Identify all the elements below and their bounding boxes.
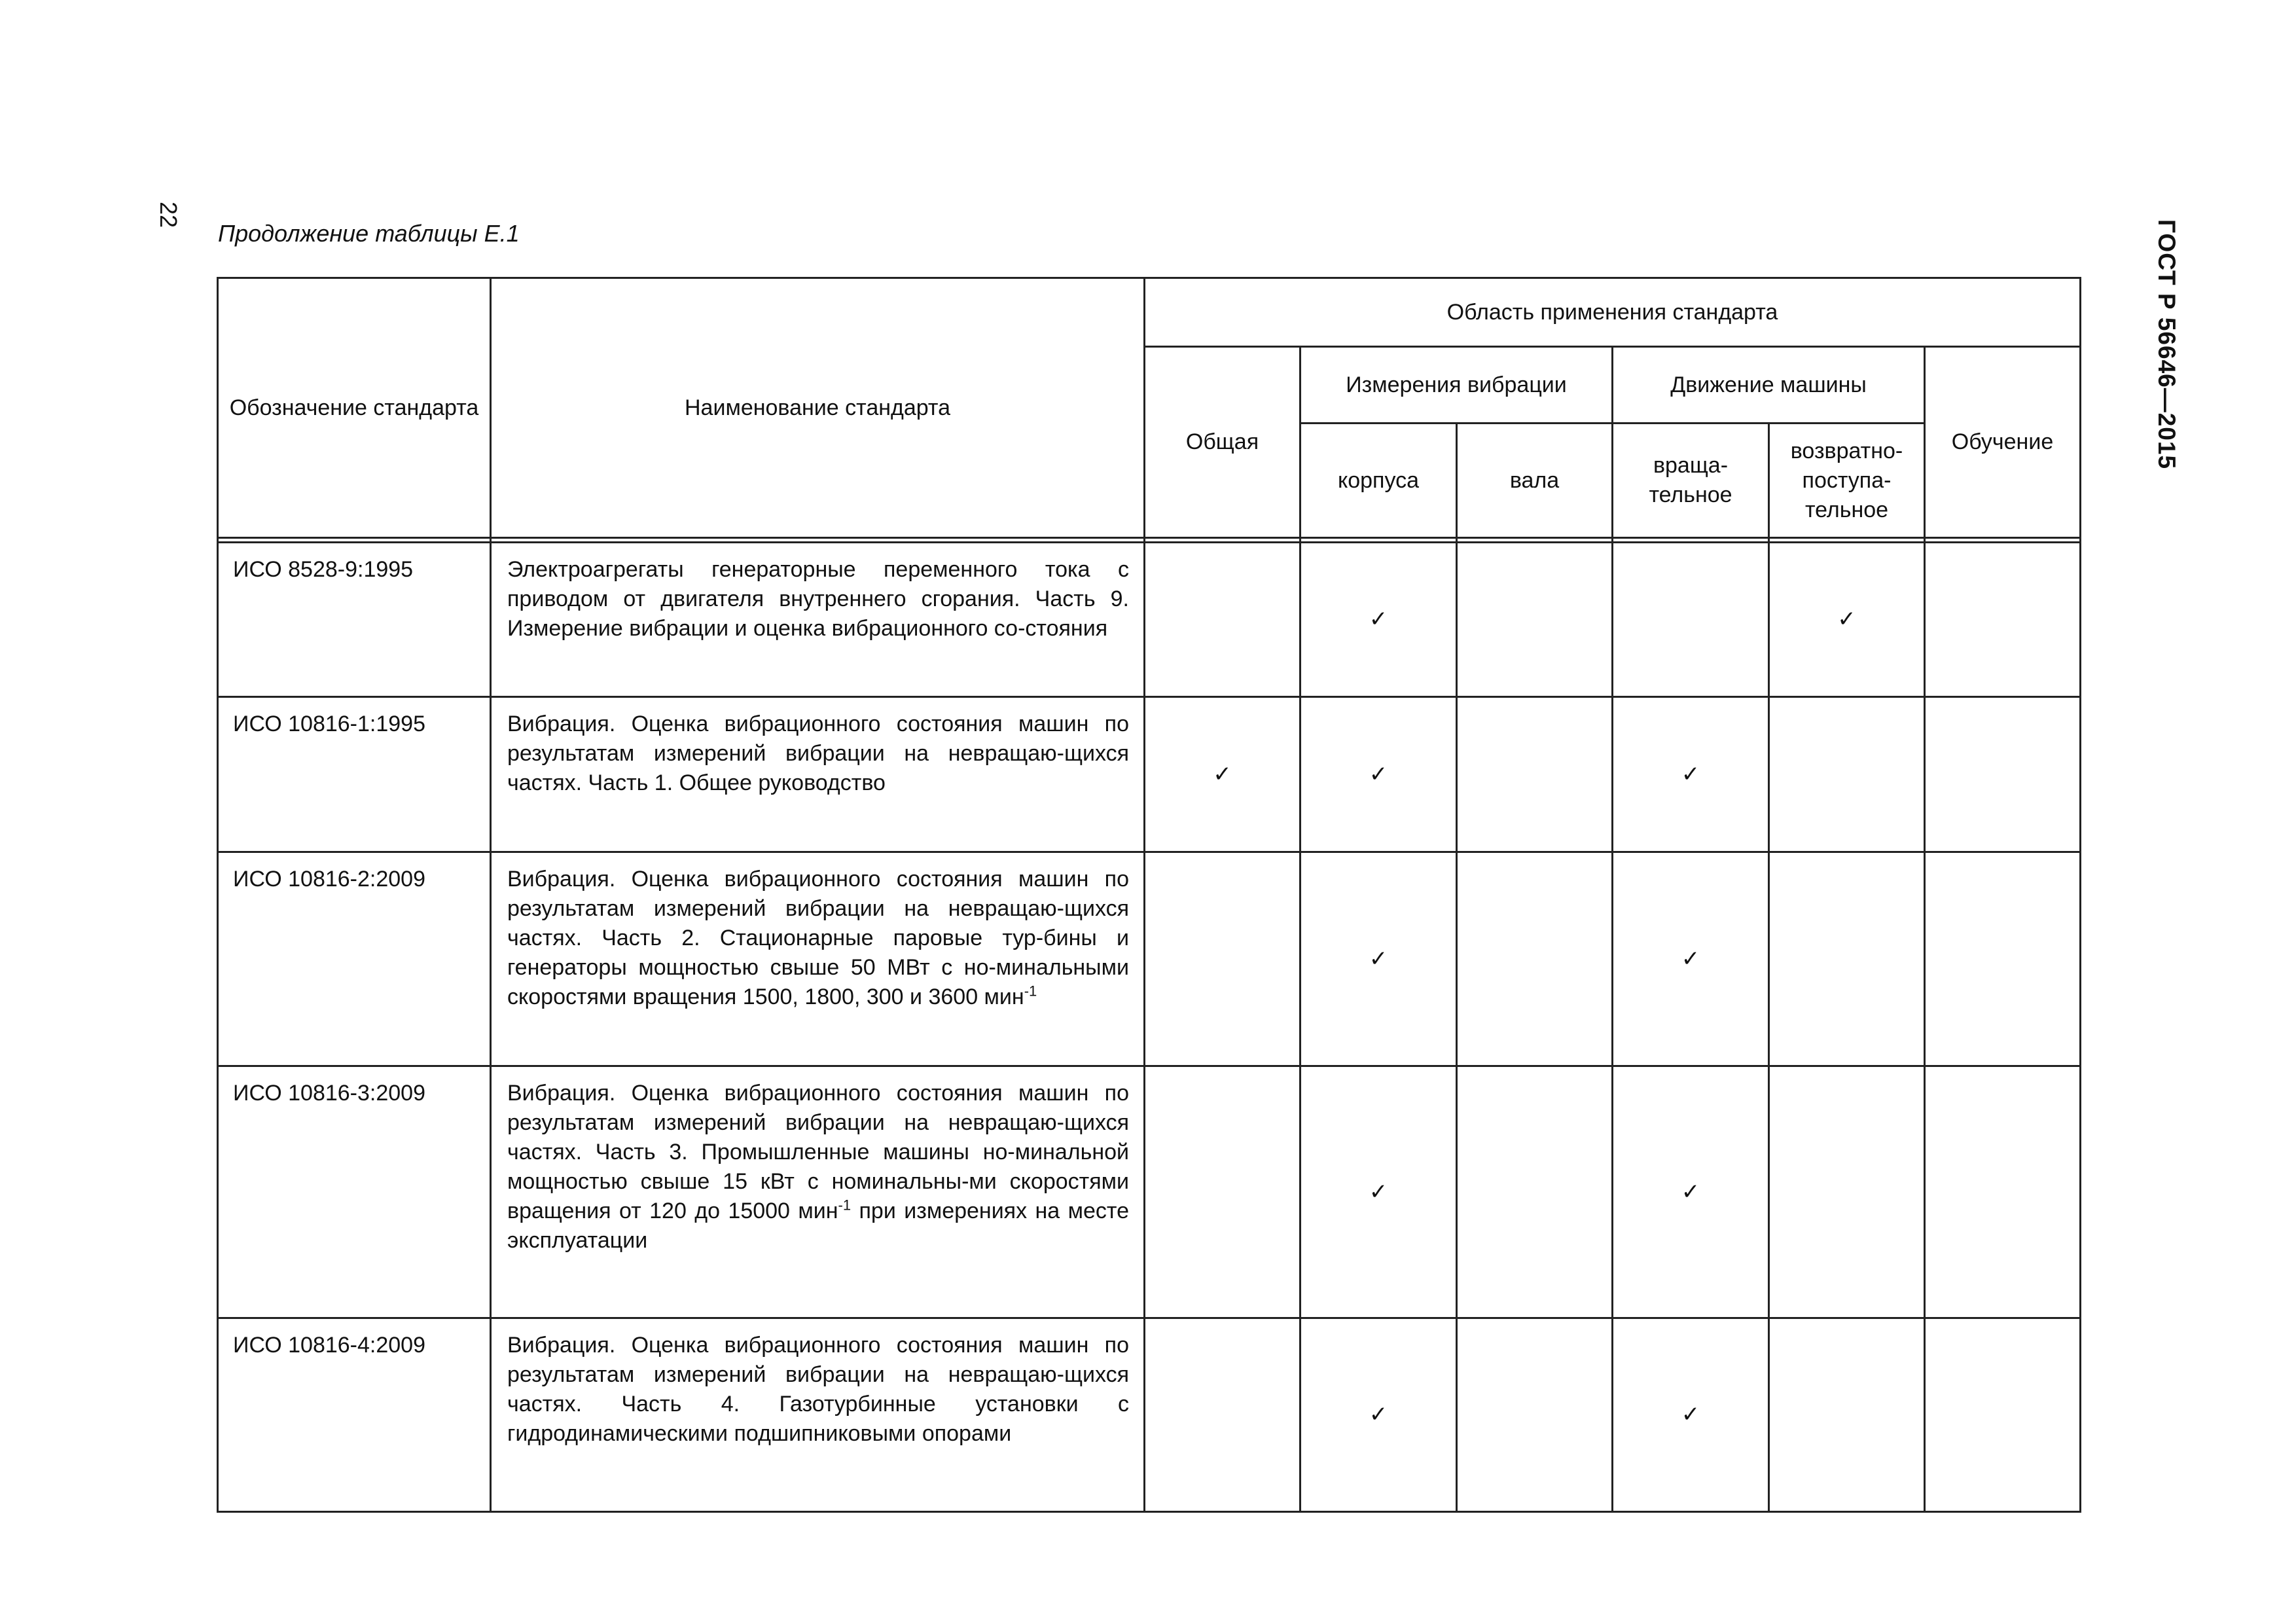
standard-name <box>491 1066 1145 1318</box>
header-designation: Обозначение стандарта <box>218 278 491 538</box>
standard-name-text: Вибрация. Оценка вибрационного состояния машин по результатам измерений вибрации на невращаю-щихся частях. Часть 2. Стационарные паровые тур-бины и генераторы мощностью свыше 50 МВт с но-минальными скоростями вращения 1500, 1800, 300 и 3600 мин <box>507 867 1129 1009</box>
header-name: Наименование стандарта <box>491 278 1145 538</box>
document-code: ГОСТ Р 56646—2015 <box>2153 219 2180 470</box>
header-training: Обучение <box>1925 347 2081 538</box>
check-icon: ✓ <box>1300 1318 1457 1512</box>
table-row <box>218 697 2081 852</box>
standard-name: Вибрация. Оценка вибрационного состояния машин по результатам измерений вибрации на невращаю-щихся частях. Часть 1. Общее руководство <box>491 697 1145 852</box>
table-row <box>218 1066 2081 1318</box>
table-row <box>218 852 2081 1066</box>
standard-name: Вибрация. Оценка вибрационного состояния машин по результатам измерений вибрации на невращаю-щихся частях. Часть 4. Газотурбинные установки с гидродинамическими подшипниковыми опорами <box>491 1318 1145 1512</box>
check-icon: ✓ <box>1613 697 1769 852</box>
header-reciprocating: возвратно-поступа-тельное <box>1769 424 1925 538</box>
mark-shaft <box>1457 852 1613 1066</box>
header-shaft: вала <box>1457 424 1613 538</box>
standards-table <box>217 277 2081 1513</box>
check-icon: ✓ <box>1613 852 1769 1066</box>
check-icon: ✓ <box>1300 543 1457 697</box>
standard-code: ИСО 10816-4:2009 <box>218 1318 491 1512</box>
table-row <box>218 1318 2081 1512</box>
header-rotational: враща-тельное <box>1613 424 1769 538</box>
header-housing: корпуса <box>1300 424 1457 538</box>
mark-training <box>1925 1318 2081 1512</box>
mark-general <box>1145 1066 1300 1318</box>
table-row <box>218 543 2081 697</box>
header-scope: Область применения стандарта <box>1145 278 2081 347</box>
mark-shaft <box>1457 543 1613 697</box>
standard-name-text-end: при измерениях на месте эксплуатации <box>507 1199 1129 1253</box>
check-icon: ✓ <box>1613 1318 1769 1512</box>
standard-code: ИСО 10816-2:2009 <box>218 852 491 1066</box>
standard-code: ИСО 8528-9:1995 <box>218 543 491 697</box>
mark-shaft <box>1457 697 1613 852</box>
standard-name <box>491 852 1145 1066</box>
header-general: Общая <box>1145 347 1300 538</box>
check-icon: ✓ <box>1300 1066 1457 1318</box>
superscript: -1 <box>838 1197 852 1214</box>
header-vibration-measurement: Измерения вибрации <box>1300 347 1613 424</box>
mark-rotational <box>1613 543 1769 697</box>
standard-code: ИСО 10816-3:2009 <box>218 1066 491 1318</box>
header-separator <box>218 538 2081 543</box>
check-icon: ✓ <box>1300 852 1457 1066</box>
check-icon: ✓ <box>1145 697 1300 852</box>
table-caption: Продолжение таблицы Е.1 <box>218 220 520 247</box>
mark-training <box>1925 697 2081 852</box>
mark-training <box>1925 543 2081 697</box>
page-number: 22 <box>155 201 182 228</box>
mark-shaft <box>1457 1066 1613 1318</box>
mark-reciprocating <box>1769 1066 1925 1318</box>
mark-general <box>1145 543 1300 697</box>
standard-name-text: Вибрация. Оценка вибрационного состояния машин по результатам измерений вибрации на невращаю-щихся частях. Часть 3. Промышленные машины но-минальной мощностью свыше 15 кВт с номинальны-ми скоростями вращения от 120 до 15000 мин <box>507 1081 1129 1223</box>
check-icon: ✓ <box>1613 1066 1769 1318</box>
mark-training <box>1925 852 2081 1066</box>
check-icon: ✓ <box>1769 543 1925 697</box>
mark-reciprocating <box>1769 697 1925 852</box>
mark-shaft <box>1457 1318 1613 1512</box>
header-machine-motion: Движение машины <box>1613 347 1925 424</box>
check-icon: ✓ <box>1300 697 1457 852</box>
mark-reciprocating <box>1769 1318 1925 1512</box>
mark-training <box>1925 1066 2081 1318</box>
mark-general <box>1145 1318 1300 1512</box>
superscript: -1 <box>1024 983 1037 1000</box>
standard-name: Электроагрегаты генераторные переменного тока с приводом от двигателя внутреннего сгорания. Часть 9. Измерение вибрации и оценка вибрационного со-стояния <box>491 543 1145 697</box>
mark-reciprocating <box>1769 852 1925 1066</box>
standard-code: ИСО 10816-1:1995 <box>218 697 491 852</box>
mark-general <box>1145 852 1300 1066</box>
